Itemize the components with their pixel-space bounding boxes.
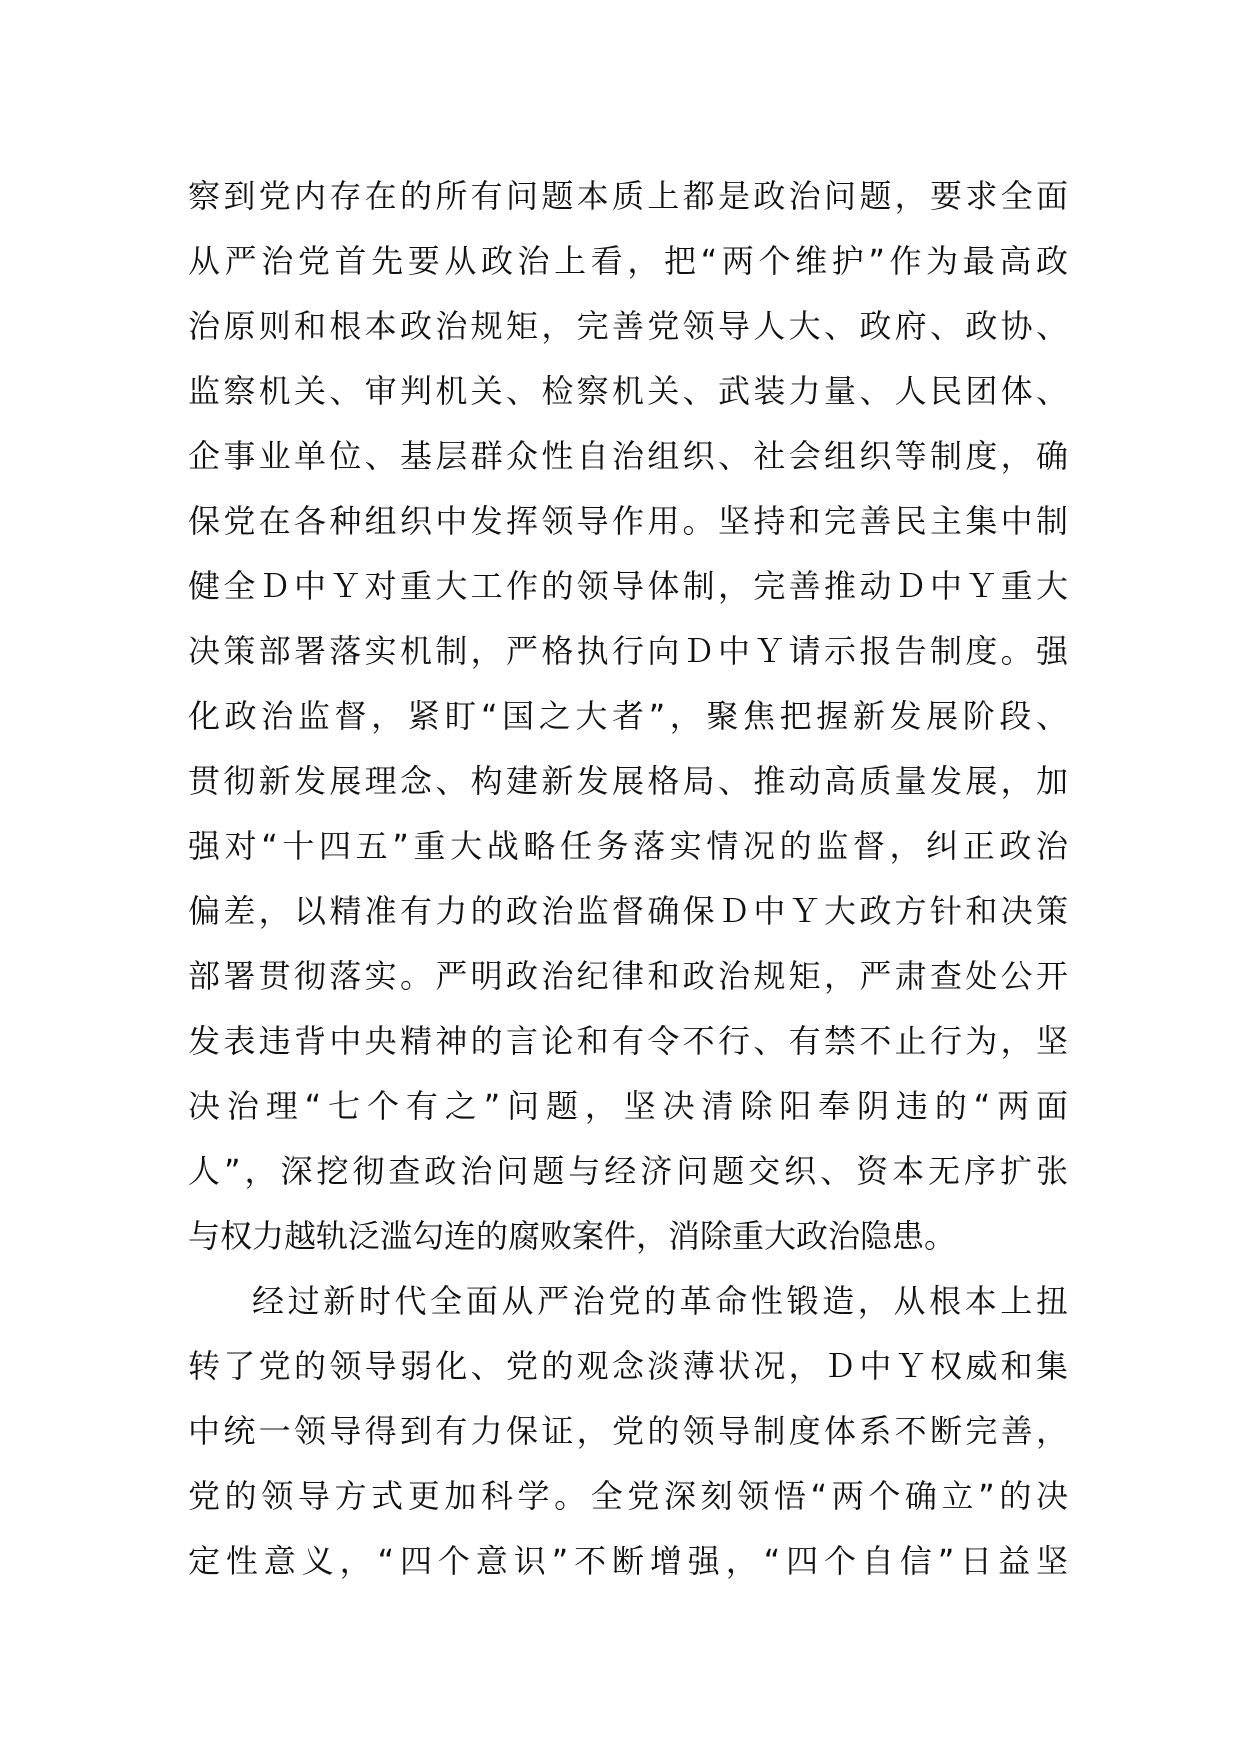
body-text [188, 164, 1068, 1594]
text-line: 中统一领导得到有力保证，党的领导制度体系不断完善， [188, 1412, 1068, 1450]
text-line: 强对“十四五”重大战略任务落实情况的监督，纠正政治 [188, 827, 1068, 865]
text-line: 企事业单位、基层群众性自治组织、社会组织等制度，确 [188, 437, 1068, 475]
text-line: 偏差，以精准有力的政治监督确保Ｄ中Ｙ大政方针和决策 [188, 892, 1068, 930]
text-line: 发表违背中央精神的言论和有令不行、有禁不止行为，坚 [188, 1022, 1068, 1060]
paragraph-first-line: 经过新时代全面从严治党的革命性锻造，从根本上扭 [252, 1282, 1068, 1320]
text-line: 定性意义，“四个意识”不断增强，“四个自信”日益坚 [188, 1542, 1068, 1580]
text-line: 决治理“七个有之”问题，坚决清除阳奉阴违的“两面 [188, 1087, 1068, 1125]
text-line: 贯彻新发展理念、构建新发展格局、推动高质量发展，加 [188, 762, 1068, 800]
text-line: 部署贯彻落实。严明政治纪律和政治规矩，严肃查处公开 [188, 957, 1068, 995]
text-line: 察到党内存在的所有问题本质上都是政治问题，要求全面 [188, 177, 1068, 215]
text-line: 健全Ｄ中Ｙ对重大工作的领导体制，完善推动Ｄ中Ｙ重大 [188, 567, 1068, 605]
text-line: 从严治党首先要从政治上看，把“两个维护”作为最高政 [188, 242, 1068, 280]
text-line: 保党在各种组织中发挥领导作用。坚持和完善民主集中制 [188, 502, 1068, 540]
text-line: 治原则和根本政治规矩，完善党领导人大、政府、政协、 [188, 307, 1068, 345]
text-line: 转了党的领导弱化、党的观念淡薄状况，Ｄ中Ｙ权威和集 [188, 1347, 1068, 1385]
text-line: 党的领导方式更加科学。全党深刻领悟“两个确立”的决 [188, 1477, 1068, 1515]
paragraph-end-line: 与权力越轨泛滥勾连的腐败案件，消除重大政治隐患。 [188, 1217, 957, 1255]
text-line: 人”，深挖彻查政治问题与经济问题交织、资本无序扩张 [188, 1152, 1068, 1190]
text-line: 监察机关、审判机关、检察机关、武装力量、人民团体、 [188, 372, 1068, 410]
text-line: 决策部署落实机制，严格执行向Ｄ中Ｙ请示报告制度。强 [188, 632, 1068, 670]
text-line: 化政治监督，紧盯“国之大者”，聚焦把握新发展阶段、 [188, 697, 1068, 735]
